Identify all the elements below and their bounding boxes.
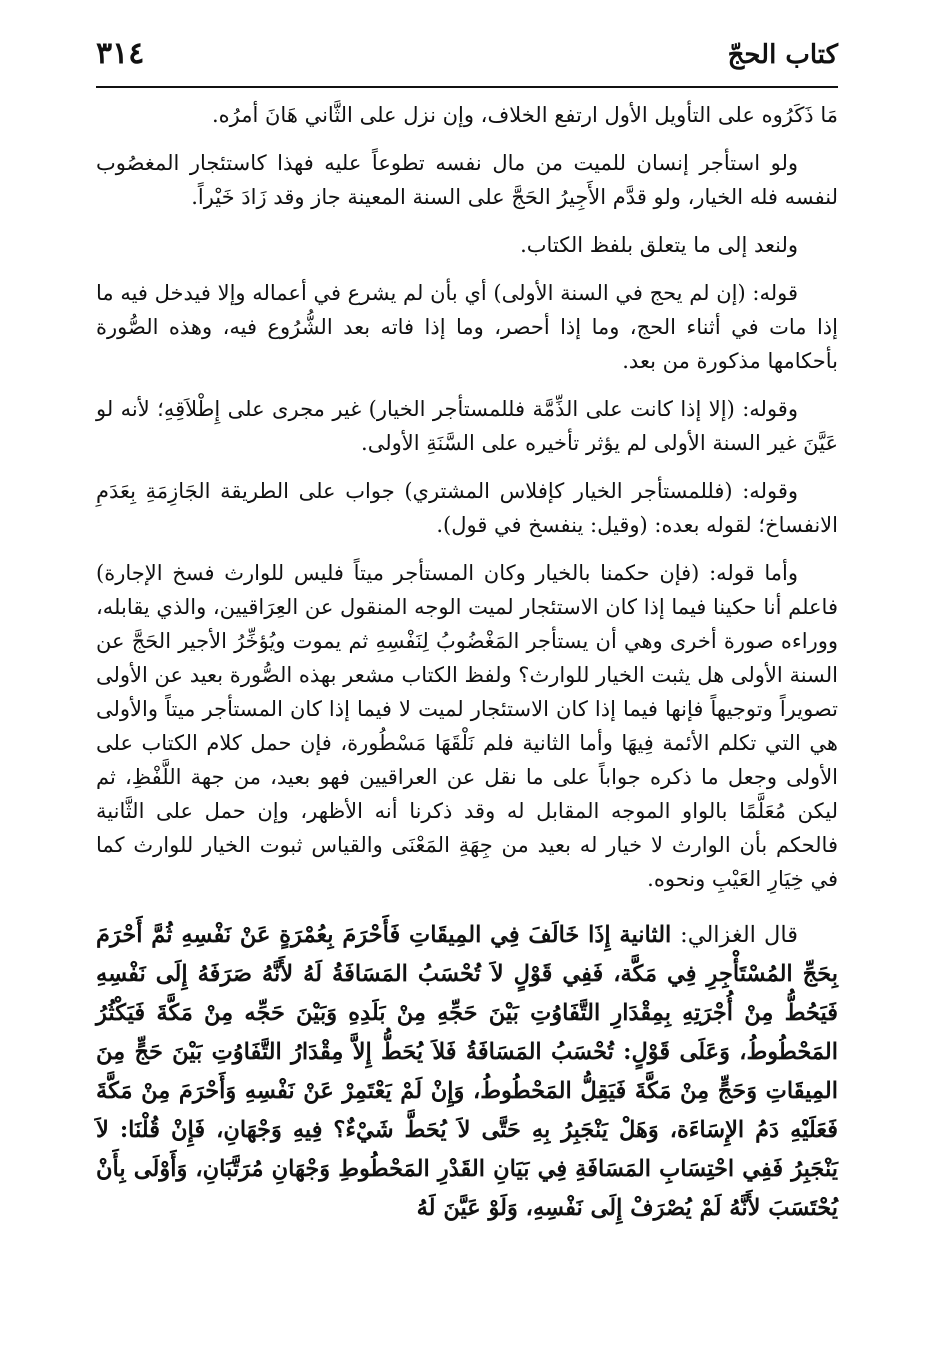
matn-text: الثانية إِذَا خَالَفَ فِي المِيقَاتِ فَأَحْرَمَ بِعُمْرَةٍ عَنْ نَفْسِهِ ثُمَّ أَحْرَمَ بِحَجِّ المُسْتَأْجِرِ فِي مَكَّة، فَفِي قَوْلٍ لاَ تُحْسَبُ المَسَافَةُ لَهُ لأَنَّهُ صَرَفَهُ إِلَى نَفْسِهِ فَيَحُطُّ مِنْ أُجْرَتِهِ بِمِقْدَارِ التَّفَاوُتِ بَيْنَ حَجِّهِ مِنْ بَلَدِهِ وَبَيْنَ حَجِّه مِنْ مَكَّةَ فَيَكْثُرُ المَحْطُوطُ، وَعَلَى قَوْلٍ: تُحْسَبُ المَسَافَةُ فَلاَ يُحَطُّ إِلاَّ مِقْدَارُ التَّفَاوُتِ بَيْنَ حَجٍّ مِنَ المِيقَاتِ وَحَجٍّ مِنْ مَكَّةَ فَيَقِلُّ المَحْطُوطُ، وَإِنْ لَمْ يَعْتَمِرْ عَنْ نَفْسِهِ وَأَحْرَمَ مِنْ مَكَّةَ فَعَلَيْهِ دَمُ الإِسَاءَة، وَهَلْ يَنْجَبِرُ بِهِ حَتَّى لاَ يُحَطَّ شَيْءٌ؟ فِيهِ وَجْهَانِ، فَإِنْ قُلْنَا: لاَ يَنْجَبِرُ فَفِي احْتِسَابِ المَسَافَةِ فِي بَيَانِ القَدْرِ المَحْطُوطِ وَجْهَانِ مُرَتَّبَانِ، وَأَوْلَى بِأَنْ يُحْتَسَبَ لأَنَّهُ لَمْ يُصْرَفْ إِلَى نَفْسِهِ، وَلَوْ عَيَّنَ لَهُ xyxy=(96,922,838,1221)
matn-ghazali xyxy=(96,916,838,1228)
running-title: كتاب الحجّ xyxy=(727,40,838,70)
page-header xyxy=(96,30,838,88)
paragraph-heir-option: وأما قوله: (فإن حكمنا بالخيار وكان المستأجر ميتاً فليس للوارث فسخ الإجارة) فاعلم أنا حكينا فيما إذا كان الاستئجار لميت الوجه المنقول عن العِرَاقيين، والذي يقابله، ووراءه صورة أخرى وهي أن يستأجر المَغْضُوبُ لِنَفْسِهِ ثم يموت ويُؤخِّرُ الأجير الحَجَّ عن السنة الأولى هل يثبت الخيار للوارث؟ ولفظ الكتاب مشعر بهذه الصُّورة بعيد عن الأولى تصويراً وتوجيهاً فإنها فيما إذا كان الاستئجار لميت لا فيما إذا كان المستأجر ميتاً والأولى هي التي تكلم الأئمة فِيهَا وأما الثانية فلم نَلْقَهَا مَسْطُورة، فإن حمل كلام الكتاب على الأولى وجعل ما ذكره جواباً على ما نقل عن العراقيين فهو بعيد، من جهة اللَّفْظِ، ثم ليكن مُعَلَّمًا بالواو الموجه المقابل له وقد ذكرنا أنه الأظهر، وإن حمل على الثَّانية فالحكم بأن الوارث لا خيار له بعيد من جِهَةِ المَعْنَى والقياس ثبوت الخيار للوارث كما في خِيَارِ العَيْبِ ونحوه. xyxy=(96,561,839,891)
paragraph-return-to-text: ولنعد إلى ما يتعلق بلفظ الكتاب. xyxy=(520,233,798,257)
paragraph-dhimma: وقوله: (إلا إذا كانت على الذِّمَّة فللمستأجر الخيار) غير مجرى على إِطْلاَقِهِ؛ لأنه لو عَيَّنَ غير السنة الأولى لم يؤثر تأخيره على السَّنَةِ الأولى. xyxy=(96,397,838,455)
page-number: ٣١٤ xyxy=(96,36,145,71)
page xyxy=(96,30,838,1251)
matn-lead: قال الغزالي: xyxy=(680,922,798,948)
paragraph-first-year: قوله: (إن لم يحج في السنة الأولى) أي بأن لم يشرع في أعماله وإلا فيدخل فيه ما إذا مات في أثناء الحج، وما إذا أحصر، وما إذا فاته بعد الشُّرُوع فيه، وهذه الصُّورة بأحكامها مذكورة من بعد. xyxy=(96,281,838,373)
body-text xyxy=(96,98,838,1228)
paragraph-hired-for-deceased: ولو استأجر إنسان للميت من مال نفسه تطوعاً عليه فهذا كاستئجار المغصُوب لنفسه فله الخيار، ولو قدَّم الأَجِيرُ الحَجَّ على السنة المعينة جاز وقد زَادَ خَيْراً. xyxy=(96,151,838,209)
paragraph-continuation: مَا ذَكَرُوه على التأويل الأول ارتفع الخلاف، وإن نزل على الثَّاني هَانَ أمرُه. xyxy=(211,103,838,127)
paragraph-insolvency: وقوله: (فللمستأجر الخيار كإفلاس المشتري) جواب على الطريقة الجَازِمَةِ بِعَدَمِ الانفساخ؛ لقوله بعده: (وقيل: ينفسخ في قول). xyxy=(96,479,838,537)
